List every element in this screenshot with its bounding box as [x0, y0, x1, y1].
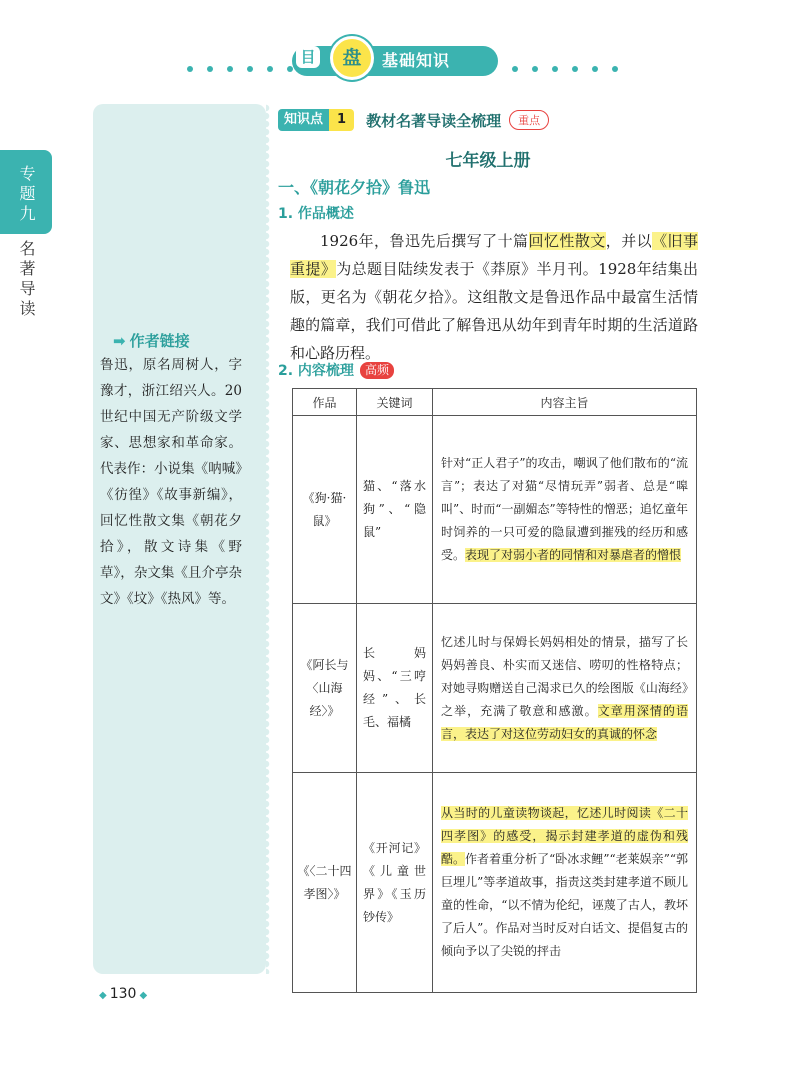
theme-highlight: 从当时的儿童读物谈起，忆述儿时阅读《二十四孝图》的感受，揭示封建孝道的虚伪和残酷。: [441, 806, 688, 866]
diamond-icon: ◆: [139, 990, 148, 1001]
overview-heading: 1. 作品概述: [278, 206, 354, 222]
banner-title: 基础知识: [382, 51, 451, 70]
table-row: [293, 416, 697, 604]
theme-cell: [433, 773, 697, 993]
header-dots-left: [187, 66, 293, 74]
overview-text-c: 为总题目陆续发表于《莽原》半月刊。1928年结集出版，更名为《朝花夕拾》。这组散文是鲁迅作品中最富生活情趣的篇章，我们可借此了解鲁迅从幼年到青年时期的生活道路和心路历程。: [290, 260, 698, 362]
grade-heading: 七年级上册: [445, 151, 531, 171]
content-heading-label: 2. 内容梳理: [278, 363, 354, 379]
table-header-row: [293, 389, 697, 416]
theme-tail: 作者着重分析了“卧冰求鲤”“老莱娱亲”“郭巨埋儿”等孝道故事，指责这类封建孝道不顾儿童的性命，“以不情为伦纪，诬蔑了古人，教坏了后人”。作品对当时反对白话文、提倡复古的倾向予以了尖锐的抨击: [441, 852, 688, 958]
keywords-cell: 《开河记》《儿童世界》《玉历钞传》: [357, 773, 433, 993]
header-dots-right: [512, 66, 618, 74]
column-header-keywords: 关键词: [357, 389, 433, 416]
banner-circle-icon: 盘: [330, 36, 374, 80]
theme-highlight: 表现了对弱小者的同情和对暴虐者的憎恨: [465, 548, 682, 562]
work-cell: 《〈二十四孝图〉》: [293, 773, 357, 993]
overview-text-a: 1926年，鲁迅先后撰写了十篇: [320, 232, 529, 250]
section-banner: [292, 42, 498, 78]
section-title: 一、《朝花夕拾》鲁迅: [278, 178, 431, 197]
table-row: [293, 773, 697, 993]
knowledge-point-header: [278, 108, 549, 132]
knowledge-point-number: 1: [329, 109, 354, 131]
banner-list-icon: 目: [296, 46, 320, 68]
theme-cell: [433, 604, 697, 773]
overview-paragraph: [290, 227, 698, 367]
keywords-cell: 猫、“落水狗”、“隐鼠”: [357, 416, 433, 604]
work-cell: 《阿长与〈山海经〉》: [293, 604, 357, 773]
column-header-theme: 内容主旨: [433, 389, 697, 416]
arrow-right-icon: ➡: [113, 332, 126, 350]
sidebar-scalloped-edge: [266, 104, 272, 974]
page-number-value: 130: [109, 986, 137, 1002]
theme-text: 忆述儿时与保姆长妈妈相处的情景，描写了长妈妈善良、朴实而又迷信、唠叨的性格特点；对她寻购赠送自己渴求已久的绘图版《山海经》之举，充满了敬意和感激。: [441, 634, 688, 718]
author-link-heading: [113, 330, 190, 351]
column-header-work: 作品: [293, 389, 357, 416]
key-point-badge: 重点: [509, 110, 549, 130]
overview-highlight-b: 《旧事重提》: [290, 232, 698, 278]
knowledge-point-title: 教材名著导读全梳理: [366, 111, 502, 130]
work-cell: 《狗·猫·鼠》: [293, 416, 357, 604]
chapter-tab: 专题九: [0, 150, 52, 234]
overview-text-b: ，并以: [605, 232, 653, 250]
high-frequency-badge: 高频: [360, 362, 394, 379]
content-table: [292, 388, 697, 993]
theme-highlight: 文章用深情的语言，表达了对这位劳动妇女的真诚的怀念: [441, 703, 688, 741]
author-link-body: 鲁迅，原名周树人，字豫才，浙江绍兴人。20世纪中国无产阶级文学家、思想家和革命家。代表作：小说集《呐喊》《彷徨》《故事新编》，回忆性散文集《朝花夕拾》，散文诗集《野草》，杂文集《且介亭杂文》《坟》《热风》等。: [100, 357, 242, 607]
content-heading: [278, 360, 394, 380]
diamond-icon: ◆: [99, 990, 107, 1001]
table-row: [293, 604, 697, 773]
knowledge-point-tag: 知识点: [278, 109, 329, 131]
theme-cell: [433, 416, 697, 604]
keywords-cell: 长妈妈、“三哼经”、长毛、福橘: [357, 604, 433, 773]
theme-text: 针对“正人君子”的攻击，嘲讽了他们散布的“流言”；表达了对猫“尽情玩弄”弱者、总是“嗥叫”、时而“一副媚态”等特性的憎恶；追忆童年时饲养的一只可爱的隐鼠遭到摧残的经历和感受。: [441, 456, 688, 562]
chapter-name: 名著导读: [17, 240, 36, 320]
author-link-label: 作者链接: [129, 332, 190, 350]
page-number: [96, 986, 150, 1002]
overview-highlight-a: 回忆性散文: [528, 232, 606, 250]
